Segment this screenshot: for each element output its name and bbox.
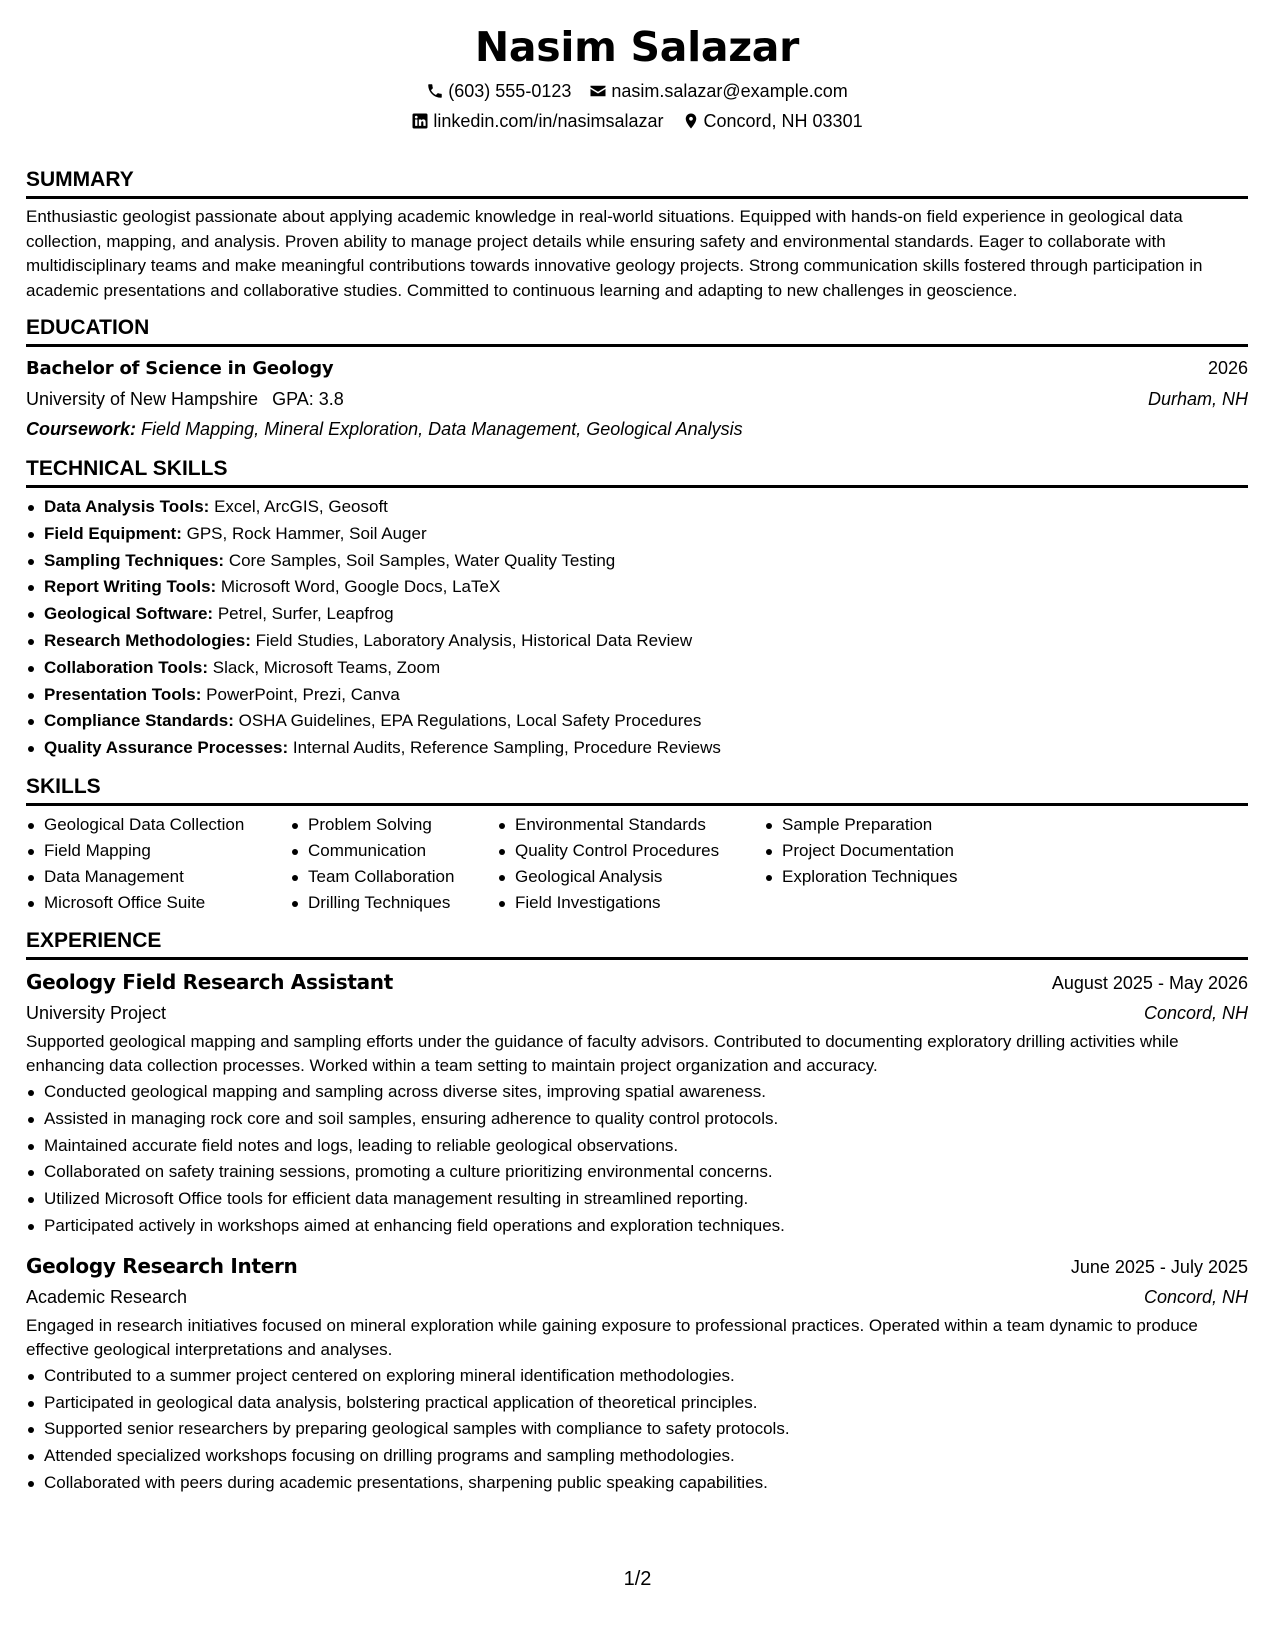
list-item: Geological Analysis (497, 864, 764, 890)
skill-category-label: Quality Assurance Processes: (44, 738, 289, 758)
degree-name: Bachelor of Science in Geology (26, 358, 334, 379)
list-item: Environmental Standards (497, 812, 764, 838)
contact-row-secondary (26, 106, 1248, 136)
page-number: 1/2 (623, 1568, 652, 1590)
job-bullets (26, 1079, 1248, 1240)
job-location: Concord, NH (1143, 1002, 1248, 1023)
list-item (26, 708, 1248, 735)
technical-skills-list (26, 494, 1248, 762)
skill-category-label: Research Methodologies: (44, 630, 251, 650)
skill-category-value: Petrel, Surfer, Leapfrog (217, 604, 394, 624)
list-item (26, 628, 1248, 655)
list-item: Sample Preparation (764, 812, 957, 838)
list-item (26, 521, 1248, 548)
section-title-summary: SUMMARY (26, 165, 1248, 199)
list-item: Field Mapping (26, 838, 290, 864)
job-description: Supported geological mapping and sampling efforts under the guidance of faculty advisors. Contributed to documenting exploratory drilling activities while enhancing data collection processes. Worked within a team setting to maintain project organization and accuracy. (26, 1031, 1179, 1076)
list-item (26, 735, 1248, 762)
list-item: Participated in geological data analysis, bolstering practical application of theoretical principles. (26, 1390, 1248, 1417)
phone-icon (426, 82, 444, 100)
resume-header (26, 18, 1248, 136)
skills-column-1 (26, 812, 290, 916)
job-entry (26, 966, 1248, 1240)
skill-category-value: PowerPoint, Prezi, Canva (206, 684, 400, 704)
coursework-list: Field Mapping, Mineral Exploration, Data Management, Geological Analysis (141, 419, 743, 439)
job-dates: August 2025 - May 2026 (1051, 972, 1248, 993)
job-entry (26, 1250, 1248, 1497)
job-description: Engaged in research initiatives focused on mineral exploration while gaining exposure to professional practices. Operated within a team dynamic to produce effective geological interpretations and analyses. (26, 1315, 1198, 1360)
list-item: Microsoft Office Suite (26, 890, 290, 916)
location-text: Concord, NH 03301 (703, 111, 863, 131)
contact-location (682, 106, 863, 136)
skill-category-label: Compliance Standards: (44, 711, 234, 731)
summary-section (26, 165, 1248, 303)
contact-row-primary (26, 76, 1248, 106)
job-dates: June 2025 - July 2025 (1070, 1256, 1248, 1277)
skills-column-2 (290, 812, 497, 916)
map-pin-icon (682, 112, 700, 130)
list-item: Exploration Techniques (764, 864, 957, 890)
summary-text: Enthusiastic geologist passionate about applying academic knowledge in real-world situations. Equipped with hands-on field experience in geological data collection, mapping, and analysis. Proven ability to manage project details while ensuring safety and environmental standards. Eager to collaborate with multidisciplinary teams and make meaningful contributions towards innovative geology projects. Strong communication skills fostered through participation in academic presentations and collaborative studies. Committed to continuous learning and adapting to new challenges in geoscience. (26, 207, 1203, 300)
skill-category-value: OSHA Guidelines, EPA Regulations, Local Safety Procedures (238, 711, 702, 731)
job-title: Geology Research Intern (26, 1253, 298, 1278)
skill-category-label: Collaboration Tools: (44, 657, 209, 677)
skill-category-label: Presentation Tools: (44, 684, 202, 704)
list-item: Drilling Techniques (290, 890, 497, 916)
list-item (26, 574, 1248, 601)
section-title-experience: EXPERIENCE (26, 926, 1248, 960)
job-header (26, 1250, 1248, 1282)
list-item: Contributed to a summer project centered on exploring mineral identification methodologies. (26, 1363, 1248, 1390)
list-item: Data Management (26, 864, 290, 890)
list-item: Utilized Microsoft Office tools for efficient data management resulting in streamlined reporting. (26, 1186, 1248, 1213)
list-item (26, 548, 1248, 575)
list-item: Participated actively in workshops aimed at enhancing field operations and exploration techniques. (26, 1213, 1248, 1240)
job-organization: Academic Research (26, 1286, 188, 1307)
coursework-label: Coursework: (26, 419, 137, 439)
job-organization: University Project (26, 1002, 167, 1023)
list-item: Conducted geological mapping and sampling across diverse sites, improving spatial awareness. (26, 1079, 1248, 1106)
list-item: Assisted in managing rock core and soil samples, ensuring adherence to quality control protocols. (26, 1106, 1248, 1133)
coursework (26, 414, 1248, 444)
education-section (26, 313, 1248, 444)
skill-category-value: Field Studies, Laboratory Analysis, Historical Data Review (255, 630, 693, 650)
skill-category-value: Internal Audits, Reference Sampling, Procedure Reviews (292, 738, 721, 758)
technical-skills-section (26, 454, 1248, 762)
education-row-degree (26, 353, 1248, 384)
list-item: Collaborated on safety training sessions, promoting a culture prioritizing environmental concerns. (26, 1159, 1248, 1186)
school-location: Durham, NH (1147, 389, 1248, 409)
gpa: GPA: 3.8 (272, 389, 344, 409)
list-item: Project Documentation (764, 838, 957, 864)
skill-category-label: Data Analysis Tools: (44, 497, 210, 516)
section-title-skills: SKILLS (26, 772, 1248, 806)
phone-text: (603) 555-0123 (448, 81, 572, 101)
resume-page (26, 18, 1248, 1497)
skills-column-3 (497, 812, 764, 916)
skills-grid (26, 812, 1248, 916)
job-location: Concord, NH (1143, 1286, 1248, 1307)
list-item: Problem Solving (290, 812, 497, 838)
skill-category-value: Slack, Microsoft Teams, Zoom (212, 657, 441, 677)
skill-category-value: Microsoft Word, Google Docs, LaTeX (220, 577, 501, 597)
job-subheader (26, 1282, 1248, 1312)
list-item (26, 655, 1248, 682)
list-item: Supported senior researchers by preparing geological samples with compliance to safety protocols. (26, 1416, 1248, 1443)
list-item: Attended specialized workshops focusing on drilling programs and sampling methodologies. (26, 1443, 1248, 1470)
candidate-name: Nasim Salazar (474, 23, 800, 71)
list-item: Collaborated with peers during academic presentations, sharpening public speaking capabilities. (26, 1470, 1248, 1497)
skill-category-value: Excel, ArcGIS, Geosoft (214, 497, 388, 516)
contact-linkedin[interactable] (411, 106, 663, 136)
list-item: Communication (290, 838, 497, 864)
list-item: Field Investigations (497, 890, 764, 916)
education-row-school (26, 384, 1248, 414)
school-name: University of New Hampshire (26, 389, 259, 409)
skill-category-value: GPS, Rock Hammer, Soil Auger (186, 523, 427, 543)
skill-category-label: Field Equipment: (44, 523, 182, 543)
skills-section (26, 772, 1248, 916)
job-bullets (26, 1363, 1248, 1497)
list-item (26, 601, 1248, 628)
job-header (26, 966, 1248, 998)
skill-category-label: Report Writing Tools: (44, 577, 217, 597)
list-item: Geological Data Collection (26, 812, 290, 838)
section-title-technical-skills: TECHNICAL SKILLS (26, 454, 1248, 488)
skill-category-label: Sampling Techniques: (44, 550, 225, 570)
linkedin-icon (411, 112, 429, 130)
list-item (26, 682, 1248, 709)
contact-phone[interactable] (426, 76, 571, 106)
skill-category-label: Geological Software: (44, 604, 214, 624)
school-info (26, 384, 344, 414)
skill-category-value: Core Samples, Soil Samples, Water Quality Testing (228, 550, 616, 570)
linkedin-text: linkedin.com/in/nasimsalazar (433, 111, 664, 131)
job-subheader (26, 998, 1248, 1028)
skills-column-4 (764, 812, 957, 916)
graduation-year: 2026 (1207, 358, 1248, 378)
contact-email[interactable] (589, 76, 847, 106)
experience-section (26, 926, 1248, 1497)
section-title-education: EDUCATION (26, 313, 1248, 347)
email-text: nasim.salazar@example.com (611, 81, 848, 101)
list-item: Quality Control Procedures (497, 838, 764, 864)
job-title: Geology Field Research Assistant (26, 969, 394, 994)
envelope-icon (589, 82, 607, 100)
list-item: Maintained accurate field notes and logs, leading to reliable geological observations. (26, 1133, 1248, 1160)
list-item: Team Collaboration (290, 864, 497, 890)
list-item (26, 494, 1248, 521)
